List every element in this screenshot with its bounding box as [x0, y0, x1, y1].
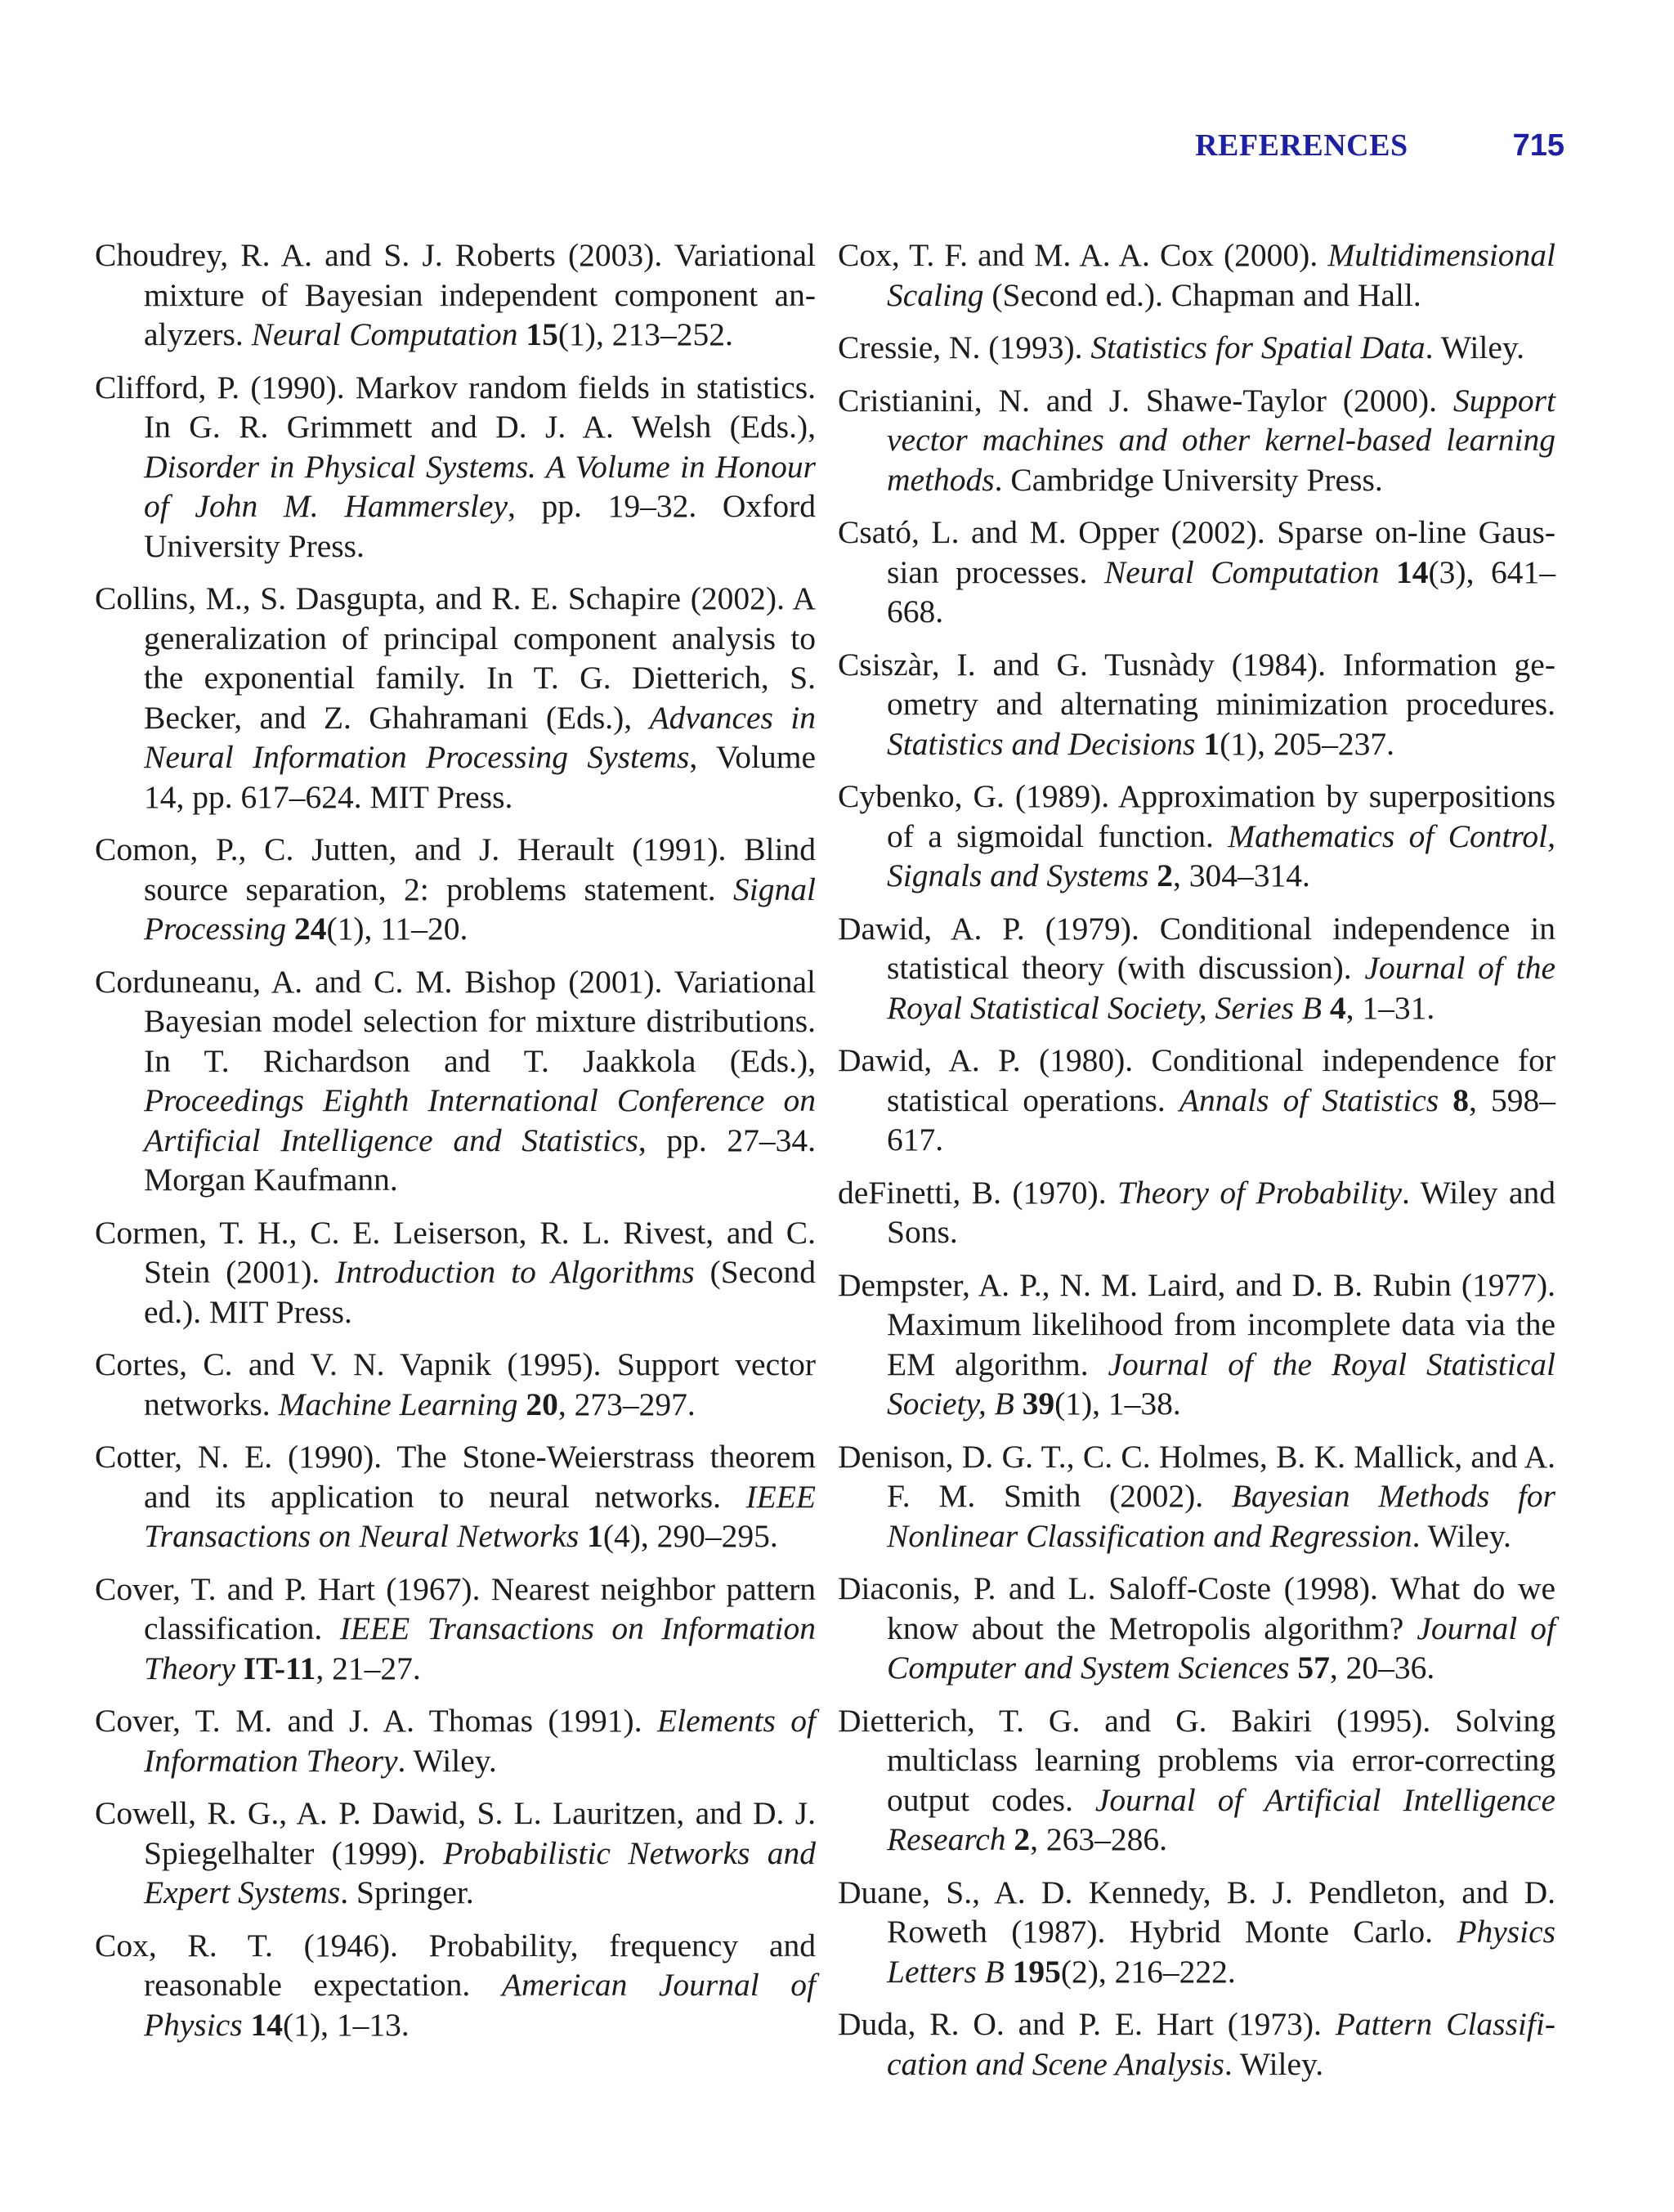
reference-pages: (2), 216–222.	[1060, 1953, 1236, 1990]
reference-entry	[838, 777, 1555, 896]
reference-entry	[838, 1569, 1555, 1688]
reference-volume: 14	[1396, 553, 1429, 590]
reference-authors-and-text: Cristianini, N. and J. Shawe-Taylor (2000).	[838, 382, 1453, 419]
reference-title: Machine Learning	[278, 1386, 518, 1422]
reference-entry	[95, 962, 816, 1200]
reference-authors-and-text: Dawid, A. P. (1980). Conditional independence for statistical operations.	[838, 1042, 1555, 1118]
reference-entry	[838, 513, 1555, 632]
reference-details	[235, 1650, 244, 1686]
reference-authors-and-text: Cox, T. F. and M. A. A. Cox (2000).	[838, 237, 1328, 273]
reference-pages: (1), 213–252.	[557, 316, 733, 352]
reference-details	[1439, 1082, 1452, 1118]
reference-volume: 20	[526, 1386, 558, 1422]
reference-details	[286, 911, 294, 947]
page-number: 715	[1512, 128, 1564, 163]
reference-authors-and-text: Duane, S., A. D. Kennedy, B. J. Pendleton, and D. Roweth (1987). Hybrid Monte Carlo.	[838, 1874, 1555, 1950]
reference-title: Signal Processing	[144, 871, 816, 947]
reference-title: Advances in Neural Information Processing Systems	[144, 699, 816, 775]
reference-volume: 1	[587, 1518, 603, 1554]
reference-details: , pp. 27–34. Morgan Kaufmann.	[144, 1122, 816, 1198]
reference-authors-and-text: Denison, D. G. T., C. C. Holmes, B. K. Mallick, and A. F. M. Smith (2002).	[838, 1438, 1555, 1514]
reference-authors-and-text: Cover, T. M. and J. A. Thomas (1991).	[95, 1703, 658, 1739]
reference-entry	[838, 1701, 1555, 1860]
reference-entry	[838, 1041, 1555, 1160]
reference-entry	[838, 1437, 1555, 1556]
reference-title: IEEE Transactions on Neural Networks	[144, 1478, 816, 1554]
reference-pages: , 598–617.	[887, 1081, 1555, 1157]
section-title: REFERENCES	[1195, 128, 1408, 163]
reference-title: Elements of Information Theory	[144, 1703, 816, 1779]
reference-authors-and-text: Cox, R. T. (1946). Probability, frequency and reasonable expectation.	[95, 1927, 816, 2003]
reference-pages: , 304–314.	[1173, 857, 1310, 893]
reference-entry	[838, 328, 1555, 368]
reference-title: Physics Letters B	[887, 1914, 1555, 1990]
reference-title: Neural Computation	[1103, 553, 1380, 590]
reference-pages: , 273–297.	[557, 1386, 696, 1422]
reference-authors-and-text: Diaconis, P. and L. Saloff-Coste (1998). What do we know about the Metropolis algorithm?	[838, 1570, 1555, 1646]
reference-authors-and-text: Dempster, A. P., N. M. Laird, and D. B. Rubin (1977). Maximum likelihood from incomplete data via the EM algorithm.	[838, 1266, 1555, 1382]
reference-authors-and-text: Clifford, P. (1990). Markov random fields in statistics. In G. R. Grimmett and D. J. A. Welsh (Eds.),	[95, 369, 816, 445]
reference-details: (Second ed.). Chapman and Hall.	[983, 276, 1421, 313]
reference-pages: (1), 11–20.	[326, 911, 468, 947]
reference-details	[1148, 857, 1157, 893]
reference-details: , pp. 19–32. Oxford University Press.	[144, 488, 816, 564]
reference-title: Statistics and Decisions	[887, 725, 1196, 762]
reference-title: Theory of Probability	[1117, 1174, 1402, 1211]
reference-entry	[95, 1213, 816, 1332]
reference-entry	[838, 645, 1555, 764]
reference-authors-and-text: Csató, L. and M. Opper (2002). Sparse on-line Gaussian processes.	[838, 514, 1555, 590]
reference-details	[1005, 1954, 1013, 1990]
reference-title: Introduction to Algorithms	[335, 1254, 695, 1290]
reference-pages: (1), 1–38.	[1054, 1386, 1181, 1422]
reference-authors-and-text: Dawid, A. P. (1979). Conditional independence in statistical theory (with discussion).	[838, 910, 1555, 986]
reference-volume: 14	[250, 2006, 284, 2043]
reference-entry	[95, 235, 816, 355]
reference-pages: , 263–286.	[1030, 1821, 1168, 1857]
reference-authors-and-text: Cotter, N. E. (1990). The Stone-Weierstrass theorem and its application to neural networks.	[95, 1439, 816, 1515]
reference-entry	[95, 1926, 816, 2045]
reference-details	[1014, 1386, 1023, 1422]
reference-title: Multidimensional Scaling	[887, 237, 1555, 313]
reference-details	[517, 1386, 526, 1422]
reference-title: Annals of Statistics	[1179, 1081, 1439, 1118]
reference-entry	[838, 235, 1555, 315]
reference-volume: 15	[526, 316, 558, 352]
reference-entry	[95, 579, 816, 817]
reference-volume: 39	[1022, 1386, 1055, 1422]
reference-details	[1322, 990, 1330, 1026]
reference-details: . Cambridge University Press.	[994, 461, 1383, 498]
reference-pages: (3), 641–668.	[887, 553, 1555, 629]
reference-title: Probabilistic Networks and Expert Systems	[144, 1834, 816, 1910]
reference-entry	[95, 1701, 816, 1780]
reference-entry	[95, 368, 816, 566]
reference-title: Support vector machines and other kernel-based learning methods	[887, 382, 1555, 498]
reference-authors-and-text: Cressie, N. (1993).	[838, 329, 1091, 365]
reference-title: Pattern Classification and Scene Analysis	[887, 2006, 1555, 2082]
reference-details	[579, 1518, 587, 1554]
reference-entry	[838, 909, 1555, 1028]
reference-authors-and-text: Cowell, R. G., A. P. Dawid, S. L. Lauritzen, and D. J. Spiegelhalter (1999).	[95, 1795, 816, 1871]
reference-authors-and-text: Csiszàr, I. and G. Tusnàdy (1984). Information geometry and alternating minimization procedures.	[838, 646, 1555, 722]
reference-title: American Journal of Physics	[144, 1967, 816, 2043]
reference-details: , Volume 14, pp. 617–624. MIT Press.	[144, 739, 817, 815]
reference-details	[1290, 1650, 1298, 1686]
reference-authors-and-text: Choudrey, R. A. and S. J. Roberts (2003). Variational mixture of Bayesian independent component analyzers.	[95, 237, 816, 352]
reference-details: . Wiley.	[1425, 329, 1524, 365]
reference-volume: 57	[1297, 1650, 1330, 1686]
reference-title: Disorder in Physical Systems. A Volume in Honour of John M. Hammersley	[144, 448, 816, 524]
reference-volume: 8	[1452, 1081, 1470, 1118]
reference-title: Journal of the Royal Statistical Society, Series B	[887, 950, 1556, 1026]
reference-details	[1006, 1821, 1014, 1857]
reference-authors-and-text: Collins, M., S. Dasgupta, and R. E. Schapire (2002). A generalization of principal component analysis to the exponential family. In T. G. Dietterich, S. Becker, and Z. Ghahramani (Eds.),	[95, 580, 816, 736]
reference-authors-and-text: Cybenko, G. (1989). Approximation by superpositions of a sigmoidal function.	[838, 778, 1555, 854]
reference-authors-and-text: Comon, P., C. Jutten, and J. Herault (1991). Blind source separation, 2: problems statement.	[95, 831, 816, 907]
reference-authors-and-text: Cortes, C. and V. N. Vapnik (1995). Support vector networks.	[95, 1346, 816, 1422]
reference-volume: 2	[1014, 1821, 1031, 1857]
reference-volume: IT-11	[243, 1650, 316, 1686]
reference-title: Neural Computation	[251, 316, 518, 352]
reference-authors-and-text: Cover, T. and P. Hart (1967). Nearest neighbor pattern classification.	[95, 1570, 816, 1646]
reference-volume: 1	[1203, 725, 1220, 762]
reference-authors-and-text: Duda, R. O. and P. E. Hart (1973).	[838, 2006, 1336, 2042]
reference-pages: , 1–31.	[1345, 989, 1435, 1026]
reference-entry	[95, 1793, 816, 1913]
reference-entry	[838, 1265, 1555, 1424]
reference-volume: 195	[1012, 1953, 1061, 1990]
reference-pages: (4), 290–295.	[602, 1518, 778, 1554]
reference-title: Journal of Artificial Intelligence Research	[887, 1781, 1555, 1857]
reference-title: Proceedings Eighth International Conference on Artificial Intelligence and Statistics	[144, 1082, 816, 1158]
reference-entry	[95, 1437, 816, 1556]
reference-details: (Second ed.). MIT Press.	[144, 1254, 816, 1330]
reference-details	[243, 2007, 251, 2043]
reference-entry	[95, 1569, 816, 1689]
reference-title: Journal of Computer and System Sciences	[887, 1610, 1555, 1686]
reference-details: . Wiley.	[397, 1742, 497, 1779]
reference-entry	[95, 1345, 816, 1424]
reference-entry	[838, 1173, 1555, 1252]
reference-title: IEEE Transactions on Information Theory	[144, 1610, 816, 1686]
reference-title: Statistics for Spatial Data	[1090, 329, 1426, 365]
reference-details: . Springer.	[340, 1874, 474, 1910]
reference-entry	[95, 830, 816, 949]
reference-pages: (1), 205–237.	[1220, 725, 1394, 762]
reference-title: Mathematics of Control, Signals and Systems	[887, 817, 1555, 893]
reference-details	[1195, 726, 1203, 762]
reference-volume: 4	[1329, 989, 1346, 1026]
reference-volume: 24	[293, 911, 327, 947]
reference-details	[1380, 554, 1397, 590]
right-column	[838, 235, 1555, 2097]
reference-authors-and-text: deFinetti, B. (1970).	[838, 1174, 1118, 1211]
reference-pages: , 21–27.	[316, 1650, 421, 1686]
reference-authors-and-text: Dietterich, T. G. and G. Bakiri (1995). Solving multiclass learning problems via error-correcting output codes.	[838, 1702, 1555, 1818]
reference-authors-and-text: Corduneanu, A. and C. M. Bishop (2001). Variational Bayesian model selection for mixture distributions. In T. Richardson and T. Jaakkola (Eds.),	[95, 963, 816, 1079]
reference-details: . Wiley.	[1412, 1517, 1511, 1554]
reference-title: Journal of the Royal Statistical Society, B	[887, 1346, 1555, 1422]
reference-pages: (1), 1–13.	[283, 2006, 410, 2043]
reference-entry	[838, 1873, 1555, 1992]
reference-details: . Wiley and Sons.	[887, 1174, 1555, 1250]
left-column	[95, 235, 816, 2058]
reference-entry	[838, 2004, 1555, 2084]
reference-details: . Wiley.	[1224, 2045, 1324, 2082]
running-header	[1195, 128, 1564, 163]
reference-entry	[838, 381, 1555, 500]
reference-pages: , 20–36.	[1329, 1650, 1435, 1686]
reference-volume: 2	[1157, 857, 1174, 893]
reference-details	[518, 316, 526, 352]
reference-title: Bayesian Methods for Nonlinear Classification and Regression	[887, 1478, 1555, 1554]
reference-authors-and-text: Cormen, T. H., C. E. Leiserson, R. L. Rivest, and C. Stein (2001).	[95, 1214, 816, 1290]
